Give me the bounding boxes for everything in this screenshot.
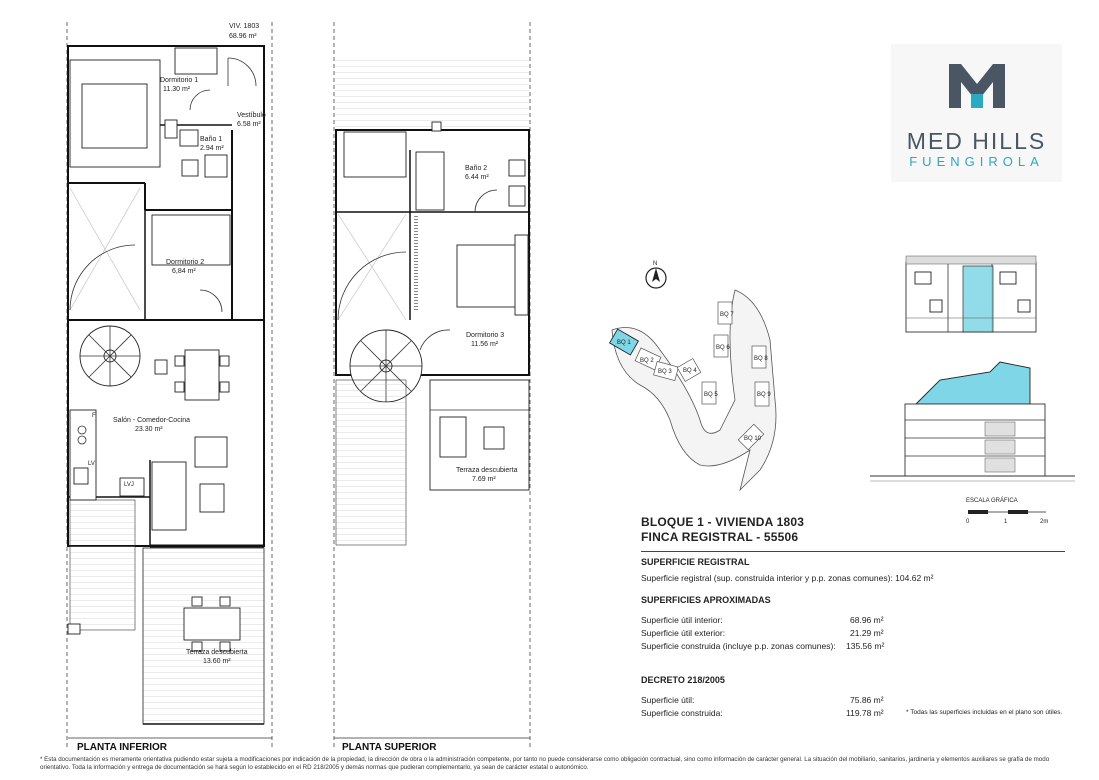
appliance-washer: LV bbox=[88, 461, 95, 467]
plan-title-lower: PLANTA INFERIOR bbox=[77, 742, 167, 753]
lower-spiral-stair bbox=[80, 326, 140, 386]
room-area-salon: 23.30 m² bbox=[135, 426, 163, 433]
decreto-row-value: 75.86 m² bbox=[850, 695, 884, 705]
logo-name: MED HILLS bbox=[906, 128, 1047, 154]
aprox-row-label: Superficie construida (incluye p.p. zonas comunes): bbox=[641, 641, 836, 651]
divider bbox=[641, 551, 1065, 552]
room-name-dormitorio-2: Dormitorio 2 bbox=[166, 259, 205, 266]
site-block-3: BQ 3 bbox=[658, 369, 672, 375]
decreto-row-label: Superficie construida: bbox=[641, 708, 723, 718]
building-section bbox=[870, 362, 1075, 481]
disclaimer-footer: * Esta documentación es meramente orientativa pudiendo estar sujeta a modificaciones por indicación de la propiedad, la dirección de obra o la administración competente, por tanto no puede considerarse como obligación contractual, sino como información de carácter general. La situación del mobiliario, sanitarios, jardinería y elementos auxiliares se grafía de modo orientativo. Toda la información y entrega de documentación se hará según lo establecido en el RD 218/2005 y demás normas que pudieran complementarlo, ya sean de carácter estatal o autonómico. bbox=[40, 756, 1050, 771]
north-arrow bbox=[646, 261, 666, 288]
appliance-fridge: F bbox=[92, 413, 96, 419]
room-area-dormitorio-2: 6,84 m² bbox=[172, 268, 196, 275]
registral-heading: SUPERFICIE REGISTRAL bbox=[641, 557, 750, 567]
decreto-row-label: Superficie útil: bbox=[641, 695, 695, 705]
site-block-7: BQ 7 bbox=[720, 312, 734, 318]
registral-line: Superficie registral (sup. construida interior y p.p. zonas comunes): 104.62 m² bbox=[641, 573, 934, 583]
site-block-4: BQ 4 bbox=[683, 368, 697, 374]
site-block-1: BQ 1 bbox=[617, 340, 631, 346]
section-highlight bbox=[916, 362, 1030, 404]
decreto-heading: DECRETO 218/2005 bbox=[641, 675, 725, 685]
decreto-note: * Todas las superficies incluidas en el plano son útiles. bbox=[906, 709, 1063, 716]
room-area-dormitorio-1: 11.30 m² bbox=[163, 86, 191, 93]
aprox-row-value: 135.56 m² bbox=[846, 641, 885, 651]
aprox-row-value: 68.96 m² bbox=[850, 615, 884, 625]
upper-void-hatch bbox=[338, 214, 406, 320]
key-plan-highlight bbox=[963, 266, 993, 332]
plan-title-upper: PLANTA SUPERIOR bbox=[342, 742, 437, 753]
decreto-row-value: 119.78 m² bbox=[846, 708, 884, 718]
site-block-10: BQ 10 bbox=[744, 436, 762, 442]
room-area-bano-2: 6.44 m² bbox=[465, 174, 489, 181]
scale-tick-0: 0 bbox=[966, 519, 970, 525]
key-plan bbox=[906, 256, 1036, 332]
room-area-vestibulo: 6.58 m² bbox=[237, 121, 261, 128]
site-plan bbox=[610, 261, 776, 490]
appliance-dishwasher: LVJ bbox=[124, 482, 134, 488]
site-block-5: BQ 5 bbox=[704, 392, 718, 398]
room-area-bano-1: 2.94 m² bbox=[200, 145, 224, 152]
finca-registral: FINCA REGISTRAL - 55506 bbox=[641, 530, 799, 544]
brand-logo bbox=[891, 44, 1062, 182]
site-block-8: BQ 8 bbox=[754, 356, 768, 362]
room-area-terraza-upper: 7.69 m² bbox=[472, 476, 496, 483]
unit-title: BLOQUE 1 - VIVIENDA 1803 bbox=[641, 515, 805, 529]
room-name-terraza-lower: Terraza descubierta bbox=[186, 649, 248, 656]
site-block-6: BQ 6 bbox=[716, 345, 730, 351]
logo-subname: FUENGIROLA bbox=[909, 154, 1044, 169]
room-name-salon: Salón - Comedor-Cocina bbox=[113, 417, 191, 424]
upper-floor-plan bbox=[334, 22, 530, 748]
room-name-bano-2: Baño 2 bbox=[465, 165, 488, 172]
aprox-row-value: 21.29 m² bbox=[850, 628, 884, 638]
scale-title: ESCALA GRÁFICA bbox=[966, 498, 1018, 504]
room-name-dormitorio-1: Dormitorio 1 bbox=[160, 77, 199, 84]
room-name-vestibulo: Vestíbulo bbox=[237, 112, 266, 119]
unit-area: 68.96 m² bbox=[229, 33, 257, 40]
site-block-9: BQ 9 bbox=[757, 392, 771, 398]
room-name-bano-1: Baño 1 bbox=[200, 136, 223, 143]
north-label: N bbox=[653, 261, 658, 267]
aprox-row-label: Superficie útil interior: bbox=[641, 615, 723, 625]
unit-tag: VIV. 1803 bbox=[229, 23, 260, 30]
lower-courtyard-hatch bbox=[70, 188, 140, 310]
room-area-terraza-lower: 13.60 m² bbox=[203, 658, 231, 665]
lower-floor-plan bbox=[67, 22, 272, 748]
logo-mark-icon bbox=[947, 62, 1007, 112]
aprox-row-label: Superficie útil exterior: bbox=[641, 628, 726, 638]
scale-tick-2: 2m bbox=[1040, 519, 1049, 525]
site-block-2: BQ 2 bbox=[640, 358, 654, 364]
scale-tick-1: 1 bbox=[1004, 519, 1008, 525]
room-name-dormitorio-3: Dormitorio 3 bbox=[466, 332, 505, 339]
room-area-dormitorio-3: 11.56 m² bbox=[471, 341, 499, 348]
aproximadas-heading: SUPERFICIES APROXIMADAS bbox=[641, 595, 771, 605]
scale-bar bbox=[966, 497, 1048, 525]
room-name-terraza-upper: Terraza descubierta bbox=[456, 467, 518, 474]
